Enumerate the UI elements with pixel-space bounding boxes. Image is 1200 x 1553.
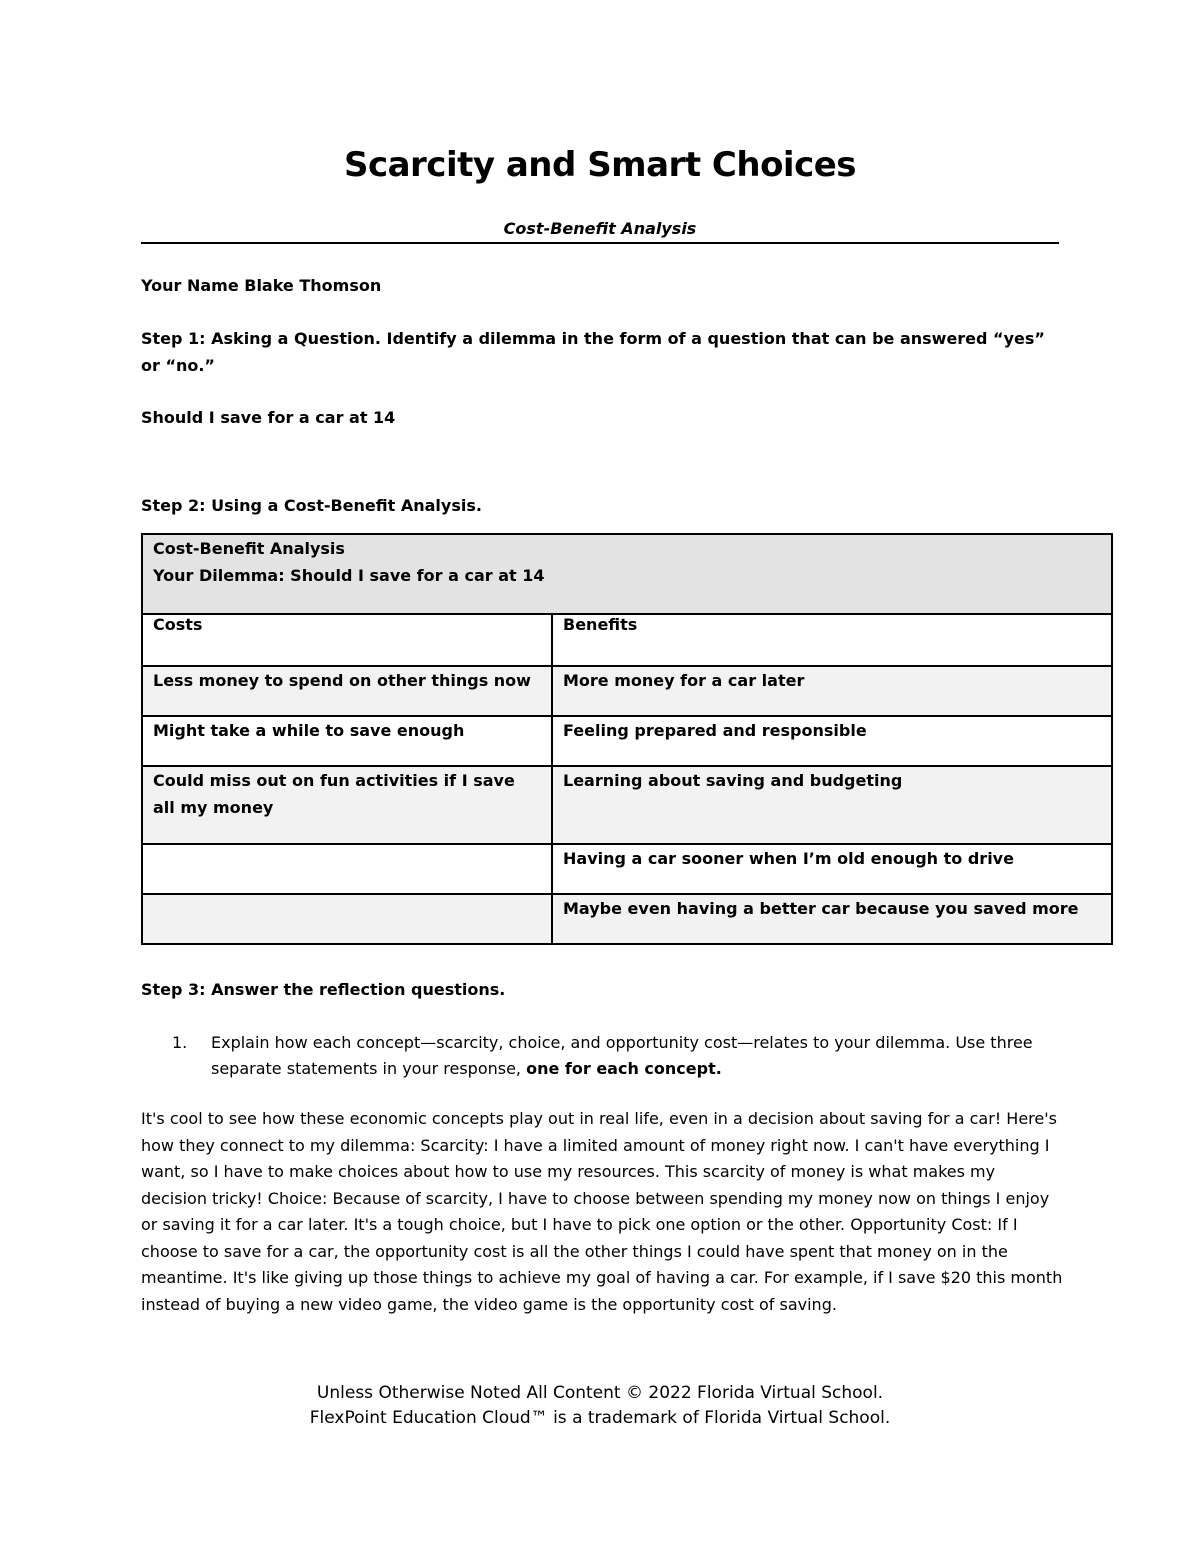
table-dilemma: Your Dilemma: Should I save for a car at 14 <box>153 566 545 585</box>
step3-heading: Step 3: Answer the reflection questions. <box>141 980 506 999</box>
cost-cell: Might take a while to save enough <box>142 716 552 766</box>
benefit-cell: Maybe even having a better car because you saved more <box>552 894 1112 944</box>
cost-cell: Less money to spend on other things now <box>142 666 552 716</box>
table-row <box>142 844 1112 894</box>
step1-prompt: Step 1: Asking a Question. Identify a dilemma in the form of a question that can be answered “yes” or “no.” <box>141 329 1045 375</box>
costs-header: Costs <box>142 614 552 666</box>
answer-paragraph: It's cool to see how these economic concepts play out in real life, even in a decision about saving for a car! Here's how they connect to my dilemma: Scarcity: I have a limited amount of money right now. I can't have everything I want, so I have to make choices about how to use my resources. This scarcity of money is what makes my decision tricky! Choice: Because of scarcity, I have to choose between spending my money now on things I enjoy or saving it for a car later. It's a tough choice, but I have to pick one option or the other. Opportunity Cost: If I choose to save for a car, the opportunity cost is all the other things I could have spent that money on in the meantime. It's like giving up those things to achieve my goal of having a car. For example, if I save $20 this month instead of buying a new video game, the video game is the opportunity cost of saving. <box>141 1109 1063 1314</box>
benefit-cell: More money for a car later <box>552 666 1112 716</box>
cost-cell <box>142 894 552 944</box>
benefits-header: Benefits <box>552 614 1112 666</box>
cost-cell: Could miss out on fun activities if I save all my money <box>142 766 552 844</box>
table-title: Cost-Benefit Analysis <box>153 539 345 558</box>
table-header-row <box>142 534 1112 614</box>
step2-heading: Step 2: Using a Cost-Benefit Analysis. <box>141 496 482 515</box>
page-title: Scarcity and Smart Choices <box>343 145 857 185</box>
benefit-cell: Learning about saving and budgeting <box>552 766 1112 844</box>
benefit-cell: Feeling prepared and responsible <box>552 716 1112 766</box>
table-row <box>142 766 1112 844</box>
table-row <box>142 894 1112 944</box>
cost-cell <box>142 844 552 894</box>
question-text-main: Explain how each concept—scarcity, choice, and opportunity cost—relates to your dilemma. Use three separate statements in your response, <box>211 1033 1033 1078</box>
footer <box>0 1381 1200 1431</box>
cost-benefit-table <box>141 533 1113 945</box>
name-line: Your Name Blake Thomson <box>141 276 382 295</box>
step1-answer: Should I save for a car at 14 <box>141 408 396 427</box>
question-text-emphasis: one for each concept. <box>526 1059 722 1078</box>
footer-copyright: Unless Otherwise Noted All Content © 2022 Florida Virtual School. <box>316 1383 884 1403</box>
table-row <box>142 666 1112 716</box>
question-text <box>211 1030 1071 1082</box>
table-header-cell <box>142 534 1112 614</box>
benefit-cell: Having a car sooner when I’m old enough to drive <box>552 844 1112 894</box>
column-header-row <box>142 614 1112 666</box>
footer-trademark: FlexPoint Education Cloud™ is a trademark of Florida Virtual School. <box>309 1408 891 1428</box>
title-divider <box>141 242 1059 244</box>
question-number: 1. <box>172 1033 188 1052</box>
table-row <box>142 716 1112 766</box>
page-subtitle: Cost-Benefit Analysis <box>503 219 697 238</box>
